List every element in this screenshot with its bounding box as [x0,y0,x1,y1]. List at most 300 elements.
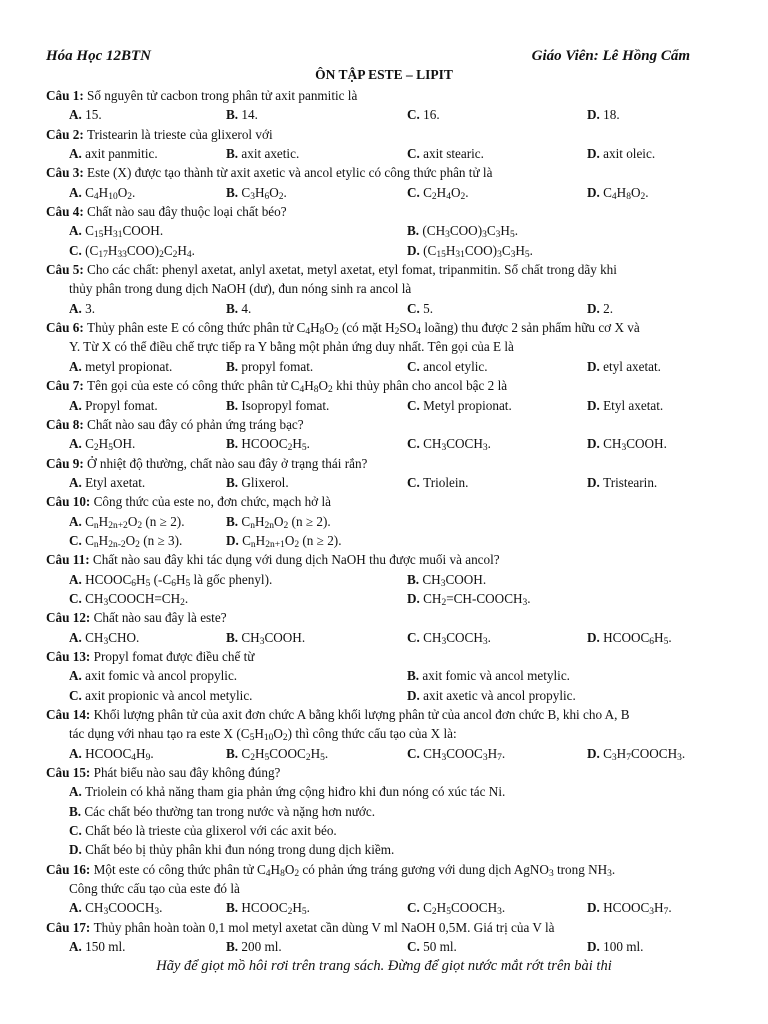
option-text: Tristearin. [603,474,658,490]
option-text: 3. [85,300,96,316]
option-text: axit axetic và ancol propylic. [423,687,576,703]
question-number: Câu 16: [46,861,94,877]
question-block [46,918,724,957]
question-text: Khối lượng phân tử của axit đơn chức A bằng khối lượng phân tử của ancol đơn chức B, khi cho A, B [93,707,630,722]
question-number: Câu 7: [46,378,88,394]
question-number: Câu 15: [46,765,94,781]
question-text: Một este có công thức phân tử $C_4H_8O_2$ có phản ứng tráng gương với dung dịch AgNO$_3$ trong $NH_3$. [93,861,616,879]
question-text: Thủy phân este E có công thức phân tử $C_4H_8O_2$ (có mặt $H_2SO_4$ loãng) thu được 2 sản phẩm hữu cơ X và [87,320,640,338]
option-letter: D. [587,300,604,316]
option-letter: B. [407,571,423,587]
question-stem [46,860,724,879]
answer-option[interactable] [407,434,491,453]
option-letter: A. [69,358,86,374]
answer-option[interactable] [69,396,158,415]
option-text: $(C_{17}H_{33}COO)_2C_2H_4$. [85,242,195,260]
answer-option[interactable] [46,802,724,821]
answer-option[interactable] [69,105,102,124]
option-text: Etyl axetat. [85,474,146,490]
option-letter: D. [587,474,604,490]
option-text: Etyl axetat. [603,397,664,413]
option-letter: A. [69,513,86,529]
option-letter: B. [226,745,242,761]
question-number: Câu 9: [46,455,88,471]
option-text: axit fomic và ancol propylic. [85,668,238,684]
option-text: ancol etylic. [423,358,488,374]
question-text: Chất nào sau đây khi tác dụng với dung dịch NaOH thu được muối và ancol? [92,552,500,568]
question-block [46,647,724,705]
answer-option[interactable] [587,105,620,124]
answer-option[interactable] [226,512,331,531]
question-text: Chất nào sau đây có phản ứng tráng bạc? [87,416,304,432]
answer-option[interactable] [69,434,135,453]
answer-option[interactable] [226,434,310,453]
option-letter: D. [407,590,424,606]
options-row [46,144,724,163]
option-letter: C. [407,745,424,761]
option-text: Chất béo bị thủy phân khi đun nóng trong dung dịch kiềm. [85,842,395,858]
option-letter: B. [226,939,242,955]
question-text-continued: tác dụng với nhau tạo ra este X $(C_5H_{10}O_2)$ thì công thức cấu tạo của X là: [69,726,457,744]
option-text: $C_3H_7COOCH_3$. [603,745,686,763]
option-text: 50 ml. [423,939,457,955]
answer-option[interactable] [69,937,125,956]
question-stem [46,492,724,511]
answer-option[interactable] [587,473,657,492]
answer-option[interactable] [407,299,433,318]
answer-option[interactable] [407,666,570,685]
question-text: Cho các chất: phenyl axetat, anlyl axetat, metyl axetat, etyl fomat, tripanmitin. Số chất trong dãy khi [87,262,617,278]
option-text: 14. [241,107,258,123]
answer-option[interactable] [407,744,505,763]
option-text: $HCOOC_6H_5$ ($-C_6H_5$ là gốc phenyl). [85,571,273,589]
option-letter: C. [69,532,86,548]
answer-option[interactable] [407,105,440,124]
option-letter: D. [587,745,604,761]
question-number: Câu 12: [46,610,94,626]
option-letter: A. [69,745,86,761]
answer-option[interactable] [226,744,328,763]
option-letter: C. [407,900,424,916]
option-text: Propyl fomat. [85,397,158,413]
option-letter: C. [407,397,424,413]
options-row [46,473,724,492]
answer-option[interactable] [226,299,251,318]
answer-option[interactable] [407,589,531,608]
option-text: $HCOOC_6H_5$. [603,629,672,647]
options-row [46,512,724,531]
option-text: 100 ml. [603,939,644,955]
answer-option[interactable] [407,628,491,647]
option-text: $C_2H_5OH$. [85,436,136,454]
option-letter: B. [226,900,242,916]
option-letter: C. [69,823,86,839]
question-stem [46,454,724,473]
footer-motto: Hãy để giọt mồ hôi rơi trên trang sách. Đừng để giọt nước mắt rớt trên bài thi [156,958,612,974]
question-number: Câu 11: [46,552,93,568]
options-row [46,570,724,589]
answer-option[interactable] [226,898,310,917]
option-text: etyl axetat. [603,358,661,374]
answer-option[interactable] [69,144,158,163]
answer-option[interactable] [407,937,457,956]
answer-option[interactable] [69,512,185,531]
answer-option[interactable] [69,686,252,705]
option-letter: A. [69,668,86,684]
option-letter: C. [407,184,424,200]
option-text: $C_nH_{2n+2}O_2$ (n ≥ 2). [85,513,185,531]
question-stem [46,918,724,937]
options-row [46,221,724,240]
question-text-continued: thủy phân trong dung dịch NaOH (dư), đun nóng sinh ra ancol là [69,281,412,297]
answer-option[interactable] [69,299,95,318]
answer-option[interactable] [407,357,488,376]
option-text: 4. [241,300,252,316]
option-text: Glixerol. [241,474,289,490]
question-block [46,492,724,550]
question-number: Câu 10: [46,494,94,510]
option-letter: D. [587,107,604,123]
option-text: Chất béo là trieste của glixerol với các axit béo. [85,823,337,839]
options-row [46,241,724,260]
options-row [46,686,724,705]
answer-option[interactable] [226,357,313,376]
option-text: axit fomic và ancol metylic. [422,668,570,684]
question-stem [46,550,724,569]
option-letter: C. [69,242,86,258]
answer-option[interactable] [46,821,724,840]
answer-option[interactable] [587,357,661,376]
answer-option[interactable] [226,628,305,647]
question-stem [46,763,724,782]
answer-option[interactable] [407,898,505,917]
option-letter: A. [69,223,86,239]
answer-option[interactable] [69,666,237,685]
question-block [46,376,724,415]
answer-option[interactable] [46,782,724,801]
question-number: Câu 3: [46,165,88,181]
option-letter: A. [69,571,86,587]
option-letter: D. [587,397,604,413]
question-number: Câu 14: [46,707,94,722]
option-letter: D. [226,532,243,548]
option-letter: B. [226,474,242,490]
option-text: 5. [423,300,434,316]
question-stem [46,202,724,221]
option-text: $CH_3CHO$. [85,629,140,647]
option-text: $C_2H_4O_2$. [423,184,469,202]
options-row [46,744,724,763]
question-block [46,202,724,260]
question-block [46,163,724,202]
question-text: Este (X) được tạo thành từ axit axetic và ancol etylic có công thức phân tử là [87,165,493,181]
answer-option[interactable] [407,221,518,240]
answer-option[interactable] [69,473,145,492]
option-letter: B. [226,300,242,316]
option-text: $CH_3COOC_3H_7$. [423,745,506,763]
answer-option[interactable] [407,241,533,260]
option-letter: B. [69,803,85,819]
option-text: $HCOOC_2H_5$. [241,900,310,918]
option-text: 18. [603,107,620,123]
option-text: $HCOOC_2H_5$. [241,436,310,454]
option-letter: B. [226,184,242,200]
answer-option[interactable] [587,144,655,163]
option-letter: B. [226,436,242,452]
option-text: $CH_3COOH$. [422,571,487,589]
options-row [46,396,724,415]
option-text: $C_nH_{2n+1}O_2$ (n ≥ 2). [242,532,342,550]
option-letter: A. [69,300,86,316]
option-text: axit oleic. [603,146,656,162]
option-text: propyl fomat. [241,358,314,374]
question-text: Số nguyên tử cacbon trong phân tử axit panmitic là [87,88,358,103]
question-text: Công thức của este no, đơn chức, mạch hở là [93,494,331,510]
option-letter: B. [226,397,242,413]
option-letter: C. [69,590,86,606]
option-letter: A. [69,784,86,800]
question-block [46,705,724,763]
question-block [46,415,724,454]
question-block [46,454,724,493]
option-text: Metyl propionat. [423,397,512,413]
question-text-continued: Công thức cấu tạo của este đó là [69,881,240,897]
option-letter: A. [69,939,86,955]
option-letter: D. [587,146,604,162]
option-letter: B. [226,629,242,645]
answer-option[interactable] [226,144,299,163]
option-text: axit panmitic. [85,146,158,162]
answer-option[interactable] [69,589,188,608]
option-letter: C. [407,436,424,452]
answer-option[interactable] [587,396,663,415]
answer-option[interactable] [69,241,195,260]
answer-option[interactable] [226,105,258,124]
option-text: 15. [85,107,102,123]
option-letter: B. [226,358,242,374]
question-stem [46,705,724,724]
options-row [46,183,724,202]
options-row [46,105,724,124]
option-letter: C. [407,939,424,955]
options-row [46,589,724,608]
options-row [46,628,724,647]
question-block [46,125,724,164]
option-letter: A. [69,436,86,452]
option-text: Isopropyl fomat. [241,397,330,413]
question-stem [46,163,724,182]
answer-option[interactable] [587,898,672,917]
answer-option[interactable] [407,686,576,705]
question-list [46,86,724,956]
question-block [46,86,724,125]
option-text: $C_4H_{10}O_2$. [85,184,136,202]
option-text: $C_3H_6O_2$. [241,184,287,202]
option-text: $C_2H_5COOCH_3$. [423,900,506,918]
answer-option[interactable] [407,396,512,415]
question-text: Tristearin là trieste của glixerol với [87,126,273,142]
option-letter: A. [69,184,86,200]
question-stem [46,86,724,105]
option-letter: C. [407,629,424,645]
question-block [46,260,724,318]
option-text: Triolein có khả năng tham gia phản ứng cộng hiđro khi đun nóng có xúc tác Ni. [85,784,506,800]
option-text: axit stearic. [423,146,484,162]
option-text: $CH_3COCH_3$. [423,436,491,454]
option-letter: C. [407,300,424,316]
option-text: $C_{15}H_{31}COOH$. [85,223,164,241]
option-letter: D. [587,184,604,200]
option-letter: A. [69,397,86,413]
answer-option[interactable] [69,570,272,589]
question-text: Phát biểu nào sau đây không đúng? [93,765,281,781]
option-text: $CH_3COOH$. [603,436,667,454]
option-text: $CH_3COCH_3$. [423,629,491,647]
answer-option[interactable] [69,221,163,240]
question-block [46,318,724,376]
page-title: ÔN TẬP ESTE – LIPIT [315,67,453,82]
option-letter: C. [407,107,424,123]
question-number: Câu 1: [46,88,88,103]
option-letter: D. [587,358,604,374]
question-block [46,860,724,918]
answer-option[interactable] [587,434,667,453]
option-text: $C_nH_{2n-2}O_2$ (n ≥ 3). [85,532,183,550]
option-letter: D. [407,687,424,703]
answer-option[interactable] [407,144,484,163]
answer-option[interactable] [226,473,289,492]
question-number: Câu 8: [46,416,88,432]
answer-option[interactable] [587,937,643,956]
question-text: Chất nào sau đây thuộc loại chất béo? [87,204,287,220]
question-stem [46,318,724,337]
option-text: Triolein. [423,474,469,490]
question-text: Thủy phân hoàn toàn 0,1 mol metyl axetat cần dùng V ml NaOH 0,5M. Giá trị của V là [93,919,555,935]
option-letter: B. [407,223,423,239]
option-text: $HCOOC_4H_9$. [85,745,154,763]
answer-option[interactable] [407,570,486,589]
option-letter: B. [226,146,242,162]
answer-option[interactable] [69,628,139,647]
option-text: axit axetic. [241,146,300,162]
option-letter: D. [587,629,604,645]
option-letter: A. [69,900,86,916]
option-letter: D. [587,939,604,955]
options-row [46,531,724,550]
answer-option[interactable] [587,183,649,202]
option-letter: D. [69,842,86,858]
option-text: $CH_3COOCH=CH_2$. [85,590,189,608]
option-text: 200 ml. [241,939,282,955]
answer-option[interactable] [407,183,469,202]
option-letter: C. [69,687,86,703]
option-letter: A. [69,474,86,490]
question-number: Câu 5: [46,262,88,278]
option-text: $CH_2=CH-COOCH_3$. [423,590,531,608]
subject-header: Hóa Học 12BTN [46,48,151,64]
answer-option[interactable] [587,628,672,647]
option-text: $C_2H_5COOC_2H_5$. [241,745,329,763]
option-text: $C_nH_{2n}O_2$ (n ≥ 2). [241,513,331,531]
question-stem [46,647,724,666]
answer-option[interactable] [226,937,282,956]
option-text: 2. [603,300,614,316]
question-text: Ở nhiệt độ thường, chất nào sau đây ở trạng thái rắn? [87,455,368,471]
answer-option[interactable] [69,898,162,917]
question-stem [46,608,724,627]
option-text: $CH_3COOCH_3$. [85,900,163,918]
question-number: Câu 13: [46,648,94,664]
option-letter: B. [226,513,242,529]
option-letter: A. [69,146,86,162]
options-row [46,357,724,376]
answer-option[interactable] [226,183,287,202]
option-letter: A. [69,107,86,123]
option-text: $HCOOC_3H_7$. [603,900,672,918]
question-stem [46,260,724,279]
option-letter: A. [69,629,86,645]
question-number: Câu 6: [46,320,88,336]
option-text: 16. [423,107,440,123]
question-stem [46,376,724,395]
option-letter: D. [587,900,604,916]
question-block [46,608,724,647]
option-letter: C. [407,474,424,490]
option-text: Các chất béo thường tan trong nước và nặng hơn nước. [84,803,376,819]
answer-option[interactable] [587,299,613,318]
question-number: Câu 2: [46,126,88,142]
question-stem [46,415,724,434]
options-row [46,666,724,685]
options-row [46,937,724,956]
answer-option[interactable] [69,183,135,202]
option-text: axit propionic và ancol metylic. [85,687,253,703]
question-stem [46,125,724,144]
teacher-header: Giáo Viên: Lê Hồng Cẩm [531,48,690,64]
option-letter: C. [407,146,424,162]
option-letter: B. [407,668,423,684]
answer-option[interactable] [69,531,182,550]
option-text: $(C_{15}H_{31}COO)_3C_3H_5$. [423,242,533,260]
question-text-continued: Y. Từ X có thể điều chế trực tiếp ra Y bằng một phản ứng duy nhất. Tên gọi của E là [69,339,514,355]
option-letter: D. [407,242,424,258]
option-letter: D. [587,436,604,452]
answer-option[interactable] [587,744,685,763]
question-text: Propyl fomat được điều chế từ [93,648,255,664]
options-row [46,898,724,917]
answer-option[interactable] [226,531,342,550]
question-number: Câu 4: [46,204,88,220]
options-row [46,299,724,318]
option-letter: B. [226,107,242,123]
option-text: 150 ml. [85,939,126,955]
option-text: $(CH_3COO)_3C_3H_5$. [422,223,518,241]
answer-option[interactable] [69,357,172,376]
question-block [46,550,724,608]
option-text: $C_4H_8O_2$. [603,184,649,202]
answer-option[interactable] [407,473,468,492]
option-text: metyl propionat. [85,358,173,374]
answer-option[interactable] [69,744,154,763]
question-text: Chất nào sau đây là este? [93,610,227,626]
answer-option[interactable] [226,396,329,415]
option-letter: C. [407,358,424,374]
question-text: Tên gọi của este có công thức phân tử $C_4H_8O_2$ khi thủy phân cho ancol bậc 2 là [87,378,508,396]
option-text: $CH_3COOH$. [241,629,306,647]
question-block [46,763,724,860]
answer-option[interactable] [46,840,724,859]
options-row [46,434,724,453]
